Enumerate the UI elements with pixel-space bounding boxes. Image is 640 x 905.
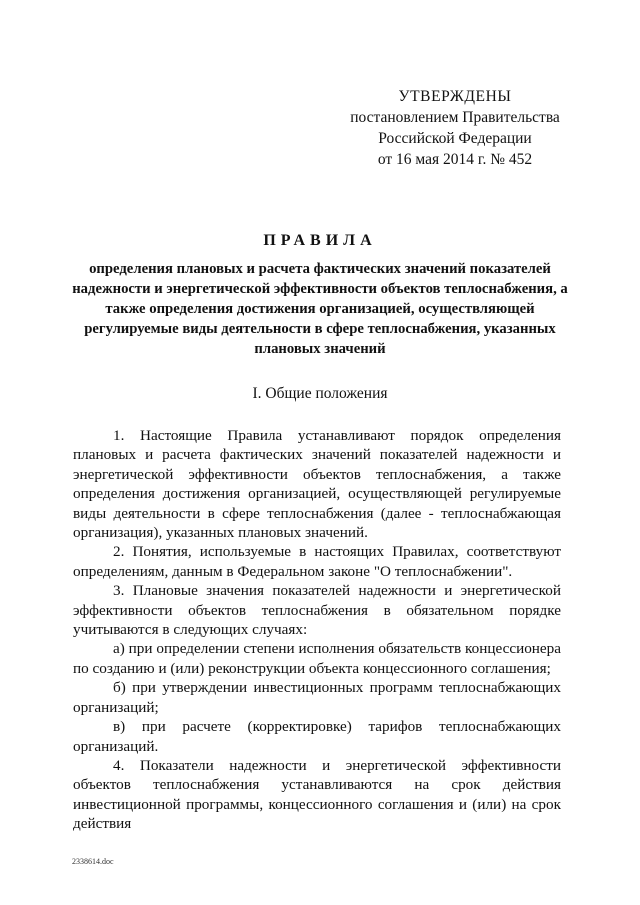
paragraph-3: 3. Плановые значения показателей надежности и энергетической эффективности объектов теплоснабжения в обязательном порядке учитываются в следующих случаях: <box>73 582 561 639</box>
approval-line-3: от 16 мая 2014 г. № 452 <box>377 151 533 168</box>
document-body <box>73 426 561 834</box>
approval-line-2: Российской Федерации <box>378 130 532 147</box>
approval-line-1: постановлением Правительства <box>350 109 560 126</box>
paragraph-2: 2. Понятия, используемые в настоящих Правилах, соответствуют определениям, данным в Федеральном законе "О теплоснабжении". <box>73 543 561 580</box>
section-title: I. Общие положения <box>252 385 388 402</box>
paragraph-3a: а) при определении степени исполнения обязательств концессионера по созданию и (или) реконструкции объекта концессионного соглашения; <box>73 640 561 677</box>
paragraph-4: 4. Показатели надежности и энергетической эффективности объектов теплоснабжения устанавливаются на срок действия инвестиционной программы, концессионного соглашения и (или) на срок действия <box>73 756 561 833</box>
document-subtitle: определения плановых и расчета фактических значений показателей надежности и энергетической эффективности объектов теплоснабжения, а также определения достижения организацией, осуществляющей регулируемые виды деятельности в сфере теплоснабжения, указанных плановых значений <box>72 261 568 357</box>
paragraph-1: 1. Настоящие Правила устанавливают порядок определения плановых и расчета фактических значений показателей надежности и энергетической эффективности объектов теплоснабжения, а также определения достижения организацией, осуществляющей регулируемые виды деятельности в сфере теплоснабжения (далее - теплоснабжающая организация), указанных плановых значений. <box>73 427 561 542</box>
document-heading: ПРАВИЛА <box>263 232 377 249</box>
paragraph-3c: в) при расчете (корректировке) тарифов теплоснабжающих организаций. <box>73 718 561 755</box>
approval-title: УТВЕРЖДЕНЫ <box>398 88 512 105</box>
paragraph-3b: б) при утверждении инвестиционных программ теплоснабжающих организаций; <box>73 679 561 716</box>
approval-stamp <box>330 86 580 170</box>
footer-filename: 2338614.doc <box>72 857 114 866</box>
